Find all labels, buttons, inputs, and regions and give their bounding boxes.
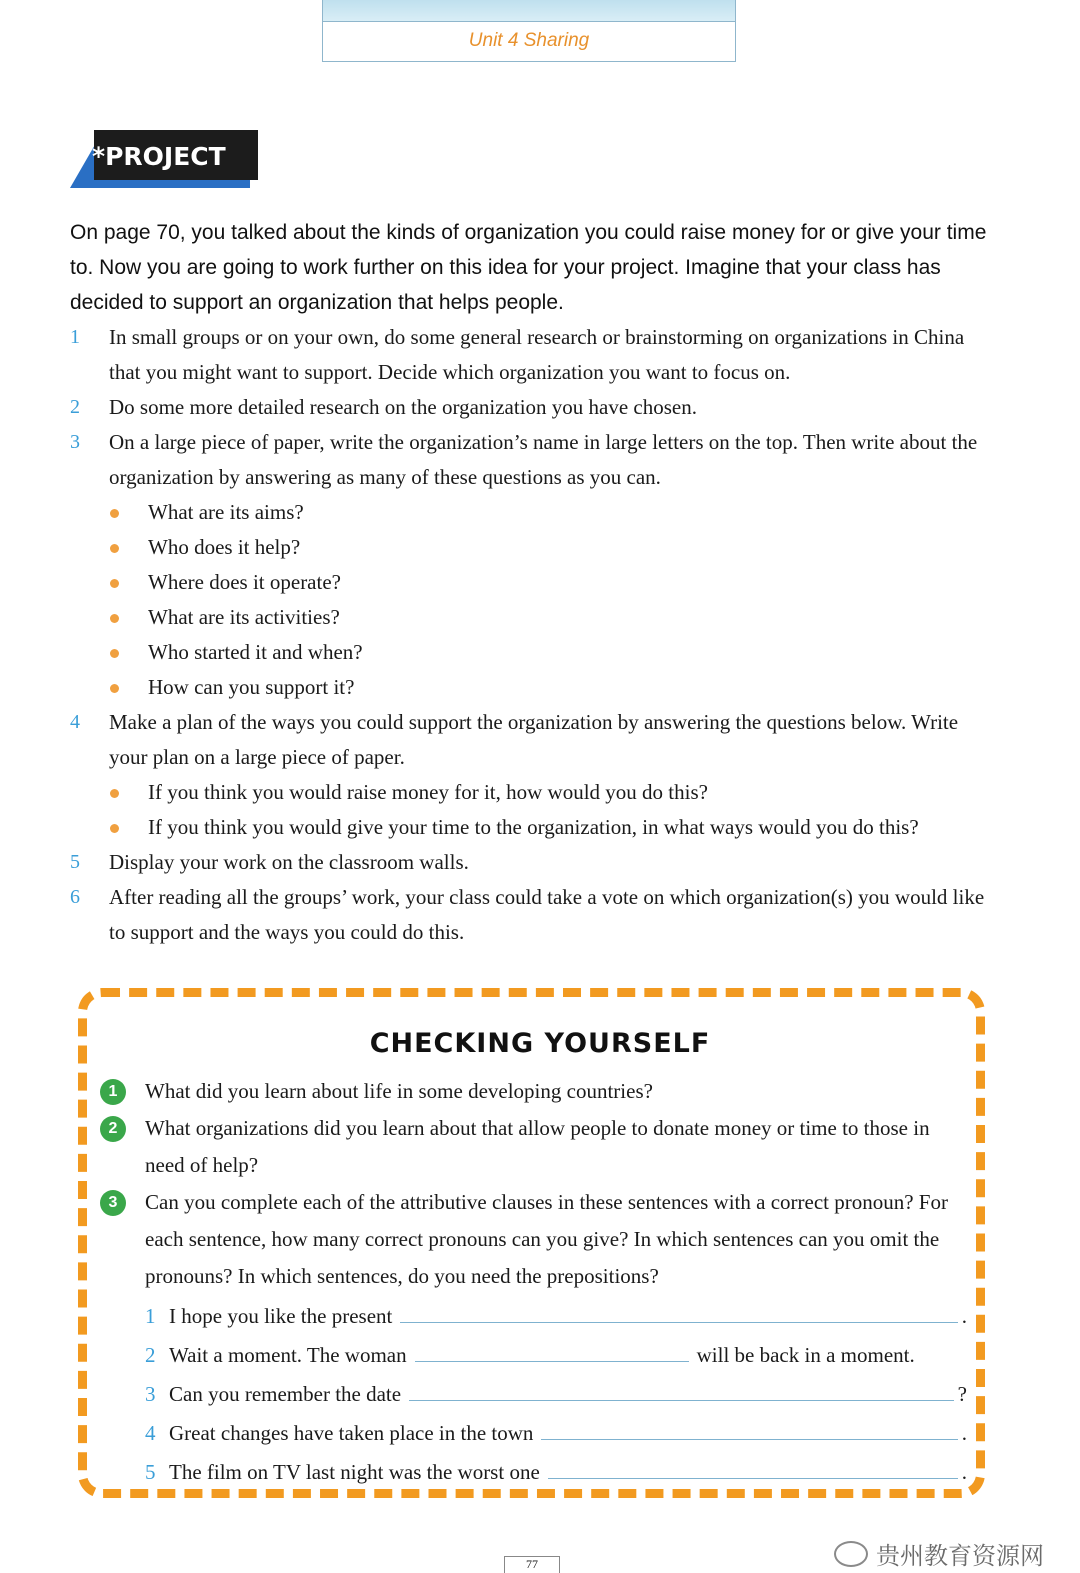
step-text: Make a plan of the ways you could support the organization by answering the questions below. Write your plan on a large piece of paper. — [109, 710, 959, 769]
bullet-item — [70, 810, 990, 845]
watermark-text: 贵州教育资源网 — [876, 1542, 1044, 1570]
question-text: Can you complete each of the attributive clauses in these sentences with a correct pronoun? For each sentence, how many correct pronouns can you give? In which sentences can you omit the pronouns? In which sentences, do you need the prepositions? — [145, 1190, 948, 1288]
question-number-badge: 2 — [100, 1116, 126, 1142]
bullet-item — [70, 495, 990, 530]
step-text: In small groups or on your own, do some general research or brainstorming on organizations in China that you might want to support. Decide which organization you want to focus on. — [109, 325, 965, 384]
fill-in-sentences — [145, 1296, 967, 1491]
step-item — [70, 705, 990, 775]
sentence-end: . — [961, 1304, 967, 1328]
sentence-end: ? — [957, 1382, 967, 1406]
bullet-text: What are its aims? — [148, 500, 304, 524]
bullet-text: If you think you would raise money for it, how would you do this? — [148, 780, 708, 804]
question-number-badge: 3 — [100, 1190, 126, 1216]
sentence-number: 4 — [145, 1421, 156, 1445]
step-item — [70, 425, 990, 495]
step-text: Do some more detailed research on the organization you have chosen. — [109, 395, 697, 419]
step-text: Display your work on the classroom walls. — [109, 850, 469, 874]
question-number-badge: 1 — [100, 1079, 126, 1105]
bullet-text: What are its activities? — [148, 605, 340, 629]
step-number: 5 — [70, 851, 80, 873]
bullet-dot-icon — [110, 509, 119, 518]
bullet-dot-icon — [110, 544, 119, 553]
sentence-number: 1 — [145, 1304, 156, 1328]
bullet-dot-icon — [110, 824, 119, 833]
bullet-dot-icon — [110, 649, 119, 658]
sentence-number: 3 — [145, 1382, 156, 1406]
answer-blank[interactable] — [415, 1335, 689, 1362]
step-item — [70, 880, 990, 950]
step-number: 1 — [70, 326, 80, 348]
sentence-item — [145, 1413, 967, 1452]
bullet-dot-icon — [110, 579, 119, 588]
sentence-text: Wait a moment. The woman — [169, 1343, 407, 1367]
step-number: 2 — [70, 396, 80, 418]
sentence-end: will be back in a moment. — [696, 1343, 915, 1367]
bullet-item — [70, 775, 990, 810]
bullet-text: If you think you would give your time to the organization, in what ways would you do this? — [148, 815, 919, 839]
bullet-item — [70, 530, 990, 565]
answer-blank[interactable] — [541, 1413, 957, 1440]
bullet-item — [70, 565, 990, 600]
header-sky-strip — [323, 0, 735, 22]
checking-questions — [100, 1073, 970, 1295]
bullet-item — [70, 635, 990, 670]
question-text: What did you learn about life in some developing countries? — [145, 1079, 653, 1103]
answer-blank[interactable] — [409, 1374, 954, 1401]
unit-header-tab — [322, 0, 736, 62]
sentence-number: 2 — [145, 1343, 156, 1367]
step-text: On a large piece of paper, write the organization’s name in large letters on the top. Then write about the organization by answering as many of these questions as you can. — [109, 430, 978, 489]
step-item — [70, 845, 990, 880]
step-item — [70, 320, 990, 390]
bullet-text: Who does it help? — [148, 535, 301, 559]
watermark — [834, 1536, 1044, 1571]
question-item — [100, 1184, 970, 1295]
sentence-item — [145, 1296, 967, 1335]
project-banner — [70, 130, 256, 190]
question-text: What organizations did you learn about that allow people to donate money or time to those in need of help? — [145, 1116, 930, 1177]
step-number: 4 — [70, 711, 80, 733]
sentence-text: The film on TV last night was the worst one — [169, 1460, 540, 1484]
answer-blank[interactable] — [548, 1452, 958, 1479]
unit-label: Unit 4 Sharing — [468, 30, 590, 51]
step-number: 6 — [70, 886, 80, 908]
project-heading: *PROJECT — [92, 142, 226, 171]
question-item — [100, 1073, 970, 1110]
project-steps — [70, 320, 990, 950]
bullet-text: Who started it and when? — [148, 640, 363, 664]
sentence-number: 5 — [145, 1460, 156, 1484]
answer-blank[interactable] — [400, 1296, 957, 1323]
sentence-end: . — [961, 1460, 967, 1484]
sentence-item — [145, 1335, 967, 1374]
sentence-text: Great changes have taken place in the town — [169, 1421, 534, 1445]
wechat-icon — [834, 1541, 868, 1567]
bullet-dot-icon — [110, 614, 119, 623]
checking-yourself-title: CHECKING YOURSELF — [369, 1028, 711, 1059]
bullet-text: Where does it operate? — [148, 570, 341, 594]
question-item — [100, 1110, 970, 1184]
sentence-item — [145, 1374, 967, 1413]
step-item — [70, 390, 990, 425]
step-number: 3 — [70, 431, 80, 453]
bullet-item — [70, 600, 990, 635]
sentence-item — [145, 1452, 967, 1491]
sentence-text: Can you remember the date — [169, 1382, 402, 1406]
step-text: After reading all the groups’ work, your class could take a vote on which organization(s) you would like to support and the ways you could do this. — [109, 885, 985, 944]
sentence-end: . — [961, 1421, 967, 1445]
page-number: 77 — [504, 1556, 560, 1573]
bullet-text: How can you support it? — [148, 675, 355, 699]
bullet-dot-icon — [110, 684, 119, 693]
bullet-dot-icon — [110, 789, 119, 798]
sentence-text: I hope you like the present — [169, 1304, 393, 1328]
project-intro: On page 70, you talked about the kinds of organization you could raise money for or give your time to. Now you are going to work further on this idea for your project. Imagine that your class has decided to support an organization that helps people. — [70, 221, 987, 314]
bullet-item — [70, 670, 990, 705]
